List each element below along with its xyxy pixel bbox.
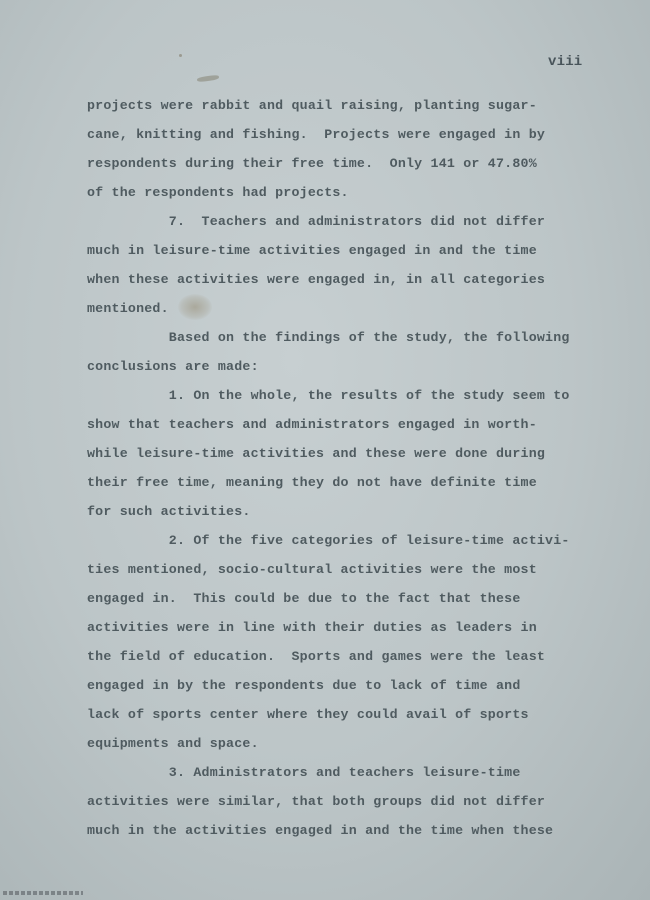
scan-footer-mark <box>3 891 83 895</box>
text-line: respondents during their free time. Only 141 or 47.80% <box>87 156 537 171</box>
paper-speck <box>197 74 219 82</box>
text-line: equipments and space. <box>87 736 259 751</box>
text-line: much in the activities engaged in and the time when these <box>87 823 554 838</box>
text-line: 7. Teachers and administrators did not differ <box>87 214 546 229</box>
text-line: engaged in by the respondents due to lack of time and <box>87 678 521 693</box>
text-line: 1. On the whole, the results of the study seem to <box>87 388 570 403</box>
text-line: Based on the findings of the study, the following <box>87 330 570 345</box>
text-line: activities were in line with their duties as leaders in <box>87 620 537 635</box>
text-line: of the respondents had projects. <box>87 185 349 200</box>
text-line: the field of education. Sports and games were the least <box>87 649 546 664</box>
text-line: for such activities. <box>87 504 251 519</box>
text-line: mentioned. <box>87 301 169 316</box>
text-line: while leisure-time activities and these were done during <box>87 446 546 461</box>
text-line: conclusions are made: <box>87 359 259 374</box>
text-line: 2. Of the five categories of leisure-time activi- <box>87 533 570 548</box>
paper-speck <box>179 54 182 57</box>
text-line: engaged in. This could be due to the fact that these <box>87 591 521 606</box>
text-line: show that teachers and administrators engaged in worth- <box>87 417 537 432</box>
page-number: viii <box>548 54 583 70</box>
text-line: much in leisure-time activities engaged in and the time <box>87 243 537 258</box>
stain-mark <box>178 294 212 320</box>
text-line: ties mentioned, socio-cultural activities were the most <box>87 562 537 577</box>
text-line: 3. Administrators and teachers leisure-time <box>87 765 521 780</box>
text-line: projects were rabbit and quail raising, planting sugar- <box>87 98 537 113</box>
text-line: their free time, meaning they do not have definite time <box>87 475 537 490</box>
text-line: lack of sports center where they could avail of sports <box>87 707 529 722</box>
text-line: cane, knitting and fishing. Projects were engaged in by <box>87 127 546 142</box>
text-line: activities were similar, that both groups did not differ <box>87 794 546 809</box>
text-line: when these activities were engaged in, in all categories <box>87 272 546 287</box>
